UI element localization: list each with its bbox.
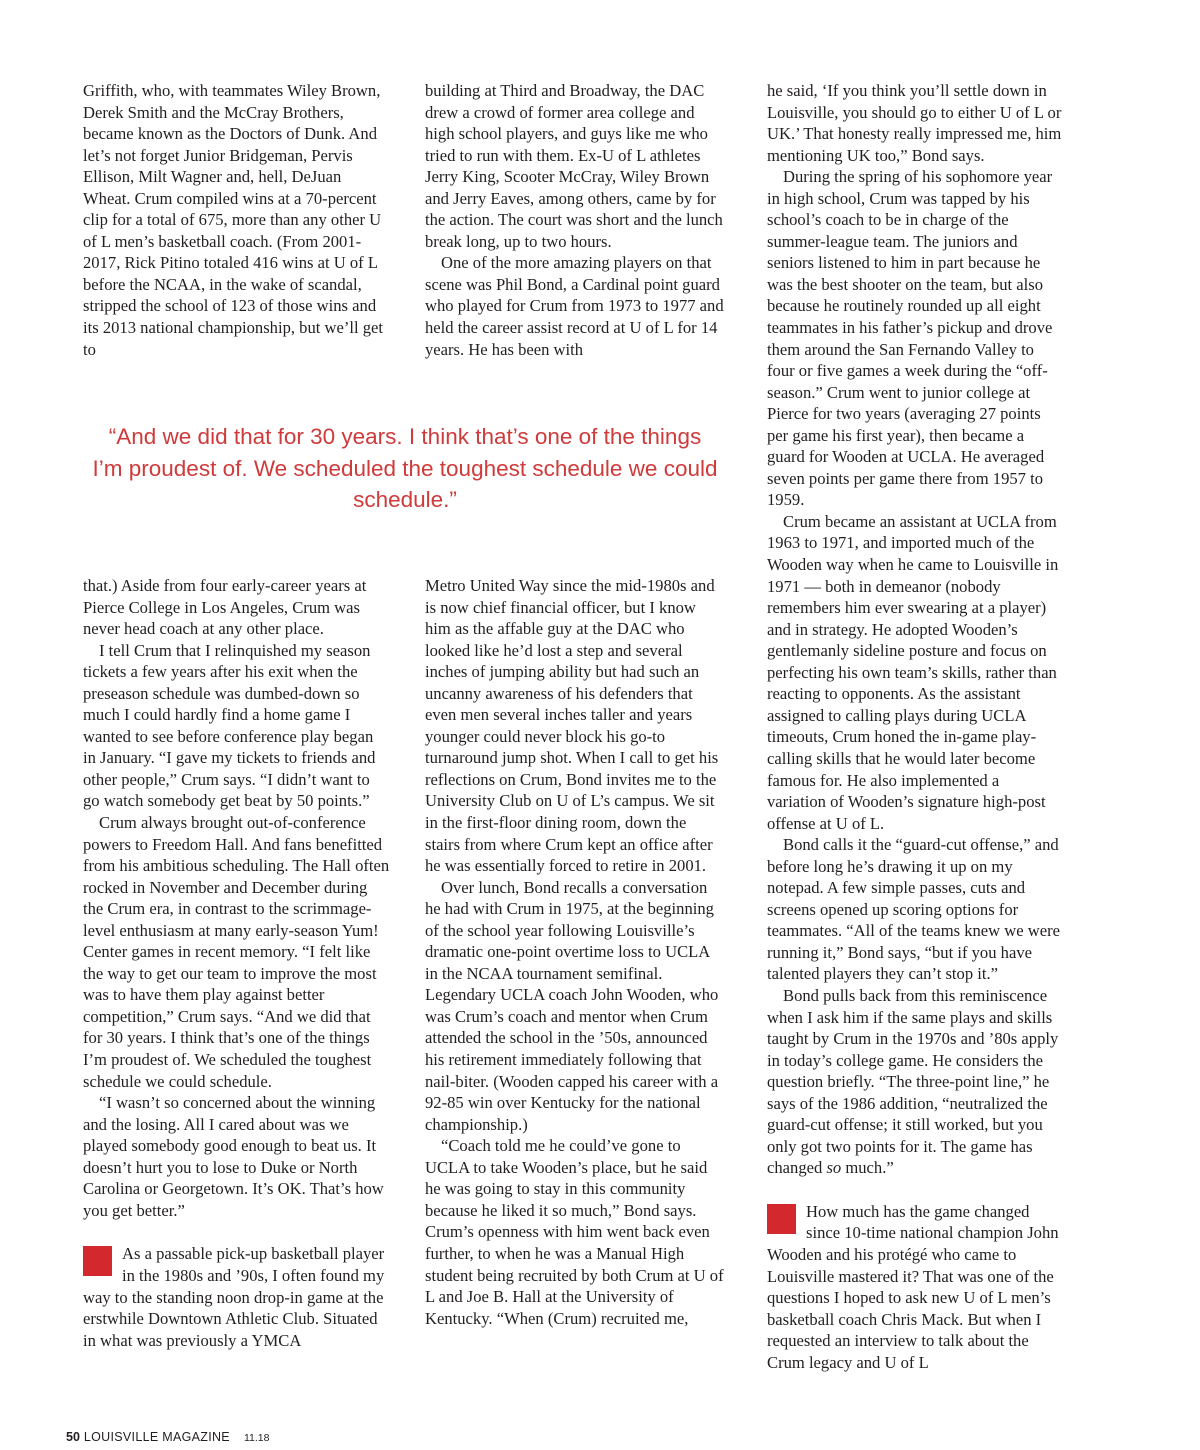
paragraph: Crum always brought out-of-conference powers to Freedom Hall. And fans benefitted from his ambitious scheduling. The Hall often rocked in November and December during the Crum era, in contrast to the scrimmage-level enthusiasm at many early-season Yum! Center games in recent memory. “I felt like the way to get our team to improve the most was to have them play against better competition,” Crum says. “And we did that for 30 years. I think that’s one of the things I’m proudest of. We scheduled the toughest schedule we could schedule.: [83, 813, 390, 1091]
paragraph: he said, ‘If you think you’ll settle down in Louisville, you should go to either U of L or UK.’ That honesty really impressed me, him mentioning UK too,” Bond says.: [767, 81, 1062, 165]
paragraph: building at Third and Broadway, the DAC drew a crowd of former area college and high school players, and guys like me who tried to run with them. Ex-U of L athletes Jerry King, Scooter McCray, Wiley Brown and Jerry Eaves, among others, came by for the action. The court was short and the lunch break long, up to two hours.: [425, 81, 723, 251]
paragraph: Bond calls it the “guard-cut offense,” and before long he’s drawing it up on my notepad. A few simple passes, cuts and screens opened up scoring options for teammates. “All of the teams knew we were running it,” Bond says, “but if you have talented players they can’t stop it.”: [767, 835, 1061, 984]
section-start: [767, 1201, 1062, 1373]
paragraph: As a passable pick-up basketball player in the 1980s and ’90s, I often found my way to the standing noon drop-in game at the erstwhile Downtown Athletic Club. Situated in what was previously a YMCA: [83, 1244, 385, 1350]
paragraph: “I wasn’t so concerned about the winning and the losing. All I cared about was we played somebody good enough to beat us. It doesn’t hurt you to lose to Duke or North Carolina or Georgetown. It’s OK. That’s how you get better.”: [83, 1093, 384, 1220]
paragraph: One of the more amazing players on that scene was Phil Bond, a Cardinal point guard who played for Crum from 1973 to 1977 and held the career assist record at U of L for 14 years. He has been with: [425, 253, 724, 359]
emphasis: so: [826, 1158, 842, 1178]
section-gap: [767, 1179, 1062, 1201]
column-1-bottom: [83, 575, 390, 1351]
pull-quote: “And we did that for 30 years. I think that’s one of the things I’m proudest of. We scheduled the toughest schedule we could schedule.”: [92, 424, 718, 512]
section-marker-icon: [83, 1246, 112, 1276]
column-3: [767, 80, 1062, 1373]
column-1-top: [83, 80, 390, 360]
page-number: 50: [66, 1430, 80, 1444]
column-2-top: [425, 80, 725, 360]
paragraph: Griffith, who, with teammates Wiley Brown, Derek Smith and the McCray Brothers, became known as the Doctors of Dunk. And let’s not forget Junior Bridgeman, Pervis Ellison, Milt Wagner and, hell, DeJuan Wheat. Crum compiled wins at a 70-percent clip for a total of 675, more than any other U of L men’s basketball coach. (From 2001-2017, Rick Pitino totaled 416 wins at U of L before the NCAA, in the wake of scandal, stripped the school of 123 of those wins and its 2013 national championship, but we’ll get to: [83, 81, 384, 359]
paragraph: How much has the game changed since 10-time national champion John Wooden and his protégé who came to Louisville mastered it? That was one of the questions I hoped to ask new U of L men’s basketball coach Chris Mack. But when I requested an interview to talk about the Crum legacy and U of L: [767, 1201, 1059, 1372]
section-marker-icon: [767, 1204, 796, 1234]
paragraph: During the spring of his sophomore year in high school, Crum was tapped by his school’s coach to be in charge of the summer-league team. The juniors and seniors listened to him in part because he was the best shooter on the team, but also because he routinely rounded up all eight teammates in his father’s pickup and drove them around the San Fernando Valley to four or five games a week during the “off-season.” Crum went to junior college at Pierce for two years (averaging 27 points per game his first year), then became a guard for Wooden at UCLA. He averaged seven points per game there from 1957 to 1959.: [767, 167, 1053, 510]
text-run: much.”: [841, 1158, 894, 1178]
paragraph: “Coach told me he could’ve gone to UCLA to take Wooden’s place, but he said he was going to stay in this community because he liked it so much,” Bond says. Crum’s openness with him went back even further, to when he was a Manual High student being recruited by both Crum at U of L and Joe B. Hall at the University of Kentucky. “When (Crum) recruited me,: [425, 1136, 724, 1328]
magazine-name: LOUISVILLE MAGAZINE: [83, 1430, 230, 1444]
column-2-bottom: [425, 575, 725, 1329]
section-gap: [83, 1221, 390, 1243]
paragraph: Over lunch, Bond recalls a conversation he had with Crum in 1975, at the beginning of the school year following Louisville’s dramatic one-point overtime loss to UCLA in the NCAA tournament semifinal. Legendary UCLA coach John Wooden, who was Crum’s coach and mentor when Crum attended the school in the ’50s, announced his retirement immediately following that nail-biter. (Wooden capped his career with a 92-85 win over Kentucky for the national championship.): [425, 877, 719, 1134]
paragraph: I tell Crum that I relinquished my season tickets a few years after his exit when the preseason schedule was dumbed-down so much I could hardly find a home game I wanted to see before conference play began in January. “I gave my tickets to friends and other people,” Crum says. “I didn’t want to go watch somebody get beat by 50 points.”: [83, 640, 376, 811]
section-start: [83, 1243, 390, 1351]
paragraph: Crum became an assistant at UCLA from 1963 to 1971, and imported much of the Wooden way when he came to Louisville in 1971 — both in demeanor (nobody remembers him ever swearing at a player) and in strategy. He adopted Wooden’s gentlemanly sideline posture and focus on perfecting his own team’s skills, rather than reacting to opponents. As the assistant assigned to calling plays during UCLA timeouts, Crum honed the in-game play-calling skills that he would later become famous for. He also implemented a variation of Wooden’s signature high-post offense at U of L.: [767, 511, 1059, 833]
text-run: Bond pulls back from this reminiscence when I ask him if the same plays and skills taught by Crum in the 1970s and ’80s apply in today’s college game. He considers the question briefly. “The three-point line,” he says of the 1986 addition, “neutralized the guard-cut offense; it still worked, but you only got two points for it. The game has changed: [767, 985, 1059, 1178]
paragraph: [767, 985, 1062, 1179]
page-footer: [66, 1430, 269, 1444]
paragraph: that.) Aside from four early-career years at Pierce College in Los Angeles, Crum was never head coach at any other place.: [83, 576, 367, 639]
paragraph: Metro United Way since the mid-1980s and is now chief financial officer, but I know him as the affable guy at the DAC who looked like he’d lost a step and several inches of jumping ability but had such an uncanny awareness of his defenders that even men several inches taller and years younger could never block his go-to turnaround jump shot. When I call to get his reflections on Crum, Bond invites me to the University Club on U of L’s campus. We sit in the first-floor dining room, down the stairs from where Crum kept an office after he was essentially forced to retire in 2001.: [425, 576, 719, 876]
issue-date: 11.18: [243, 1432, 270, 1444]
